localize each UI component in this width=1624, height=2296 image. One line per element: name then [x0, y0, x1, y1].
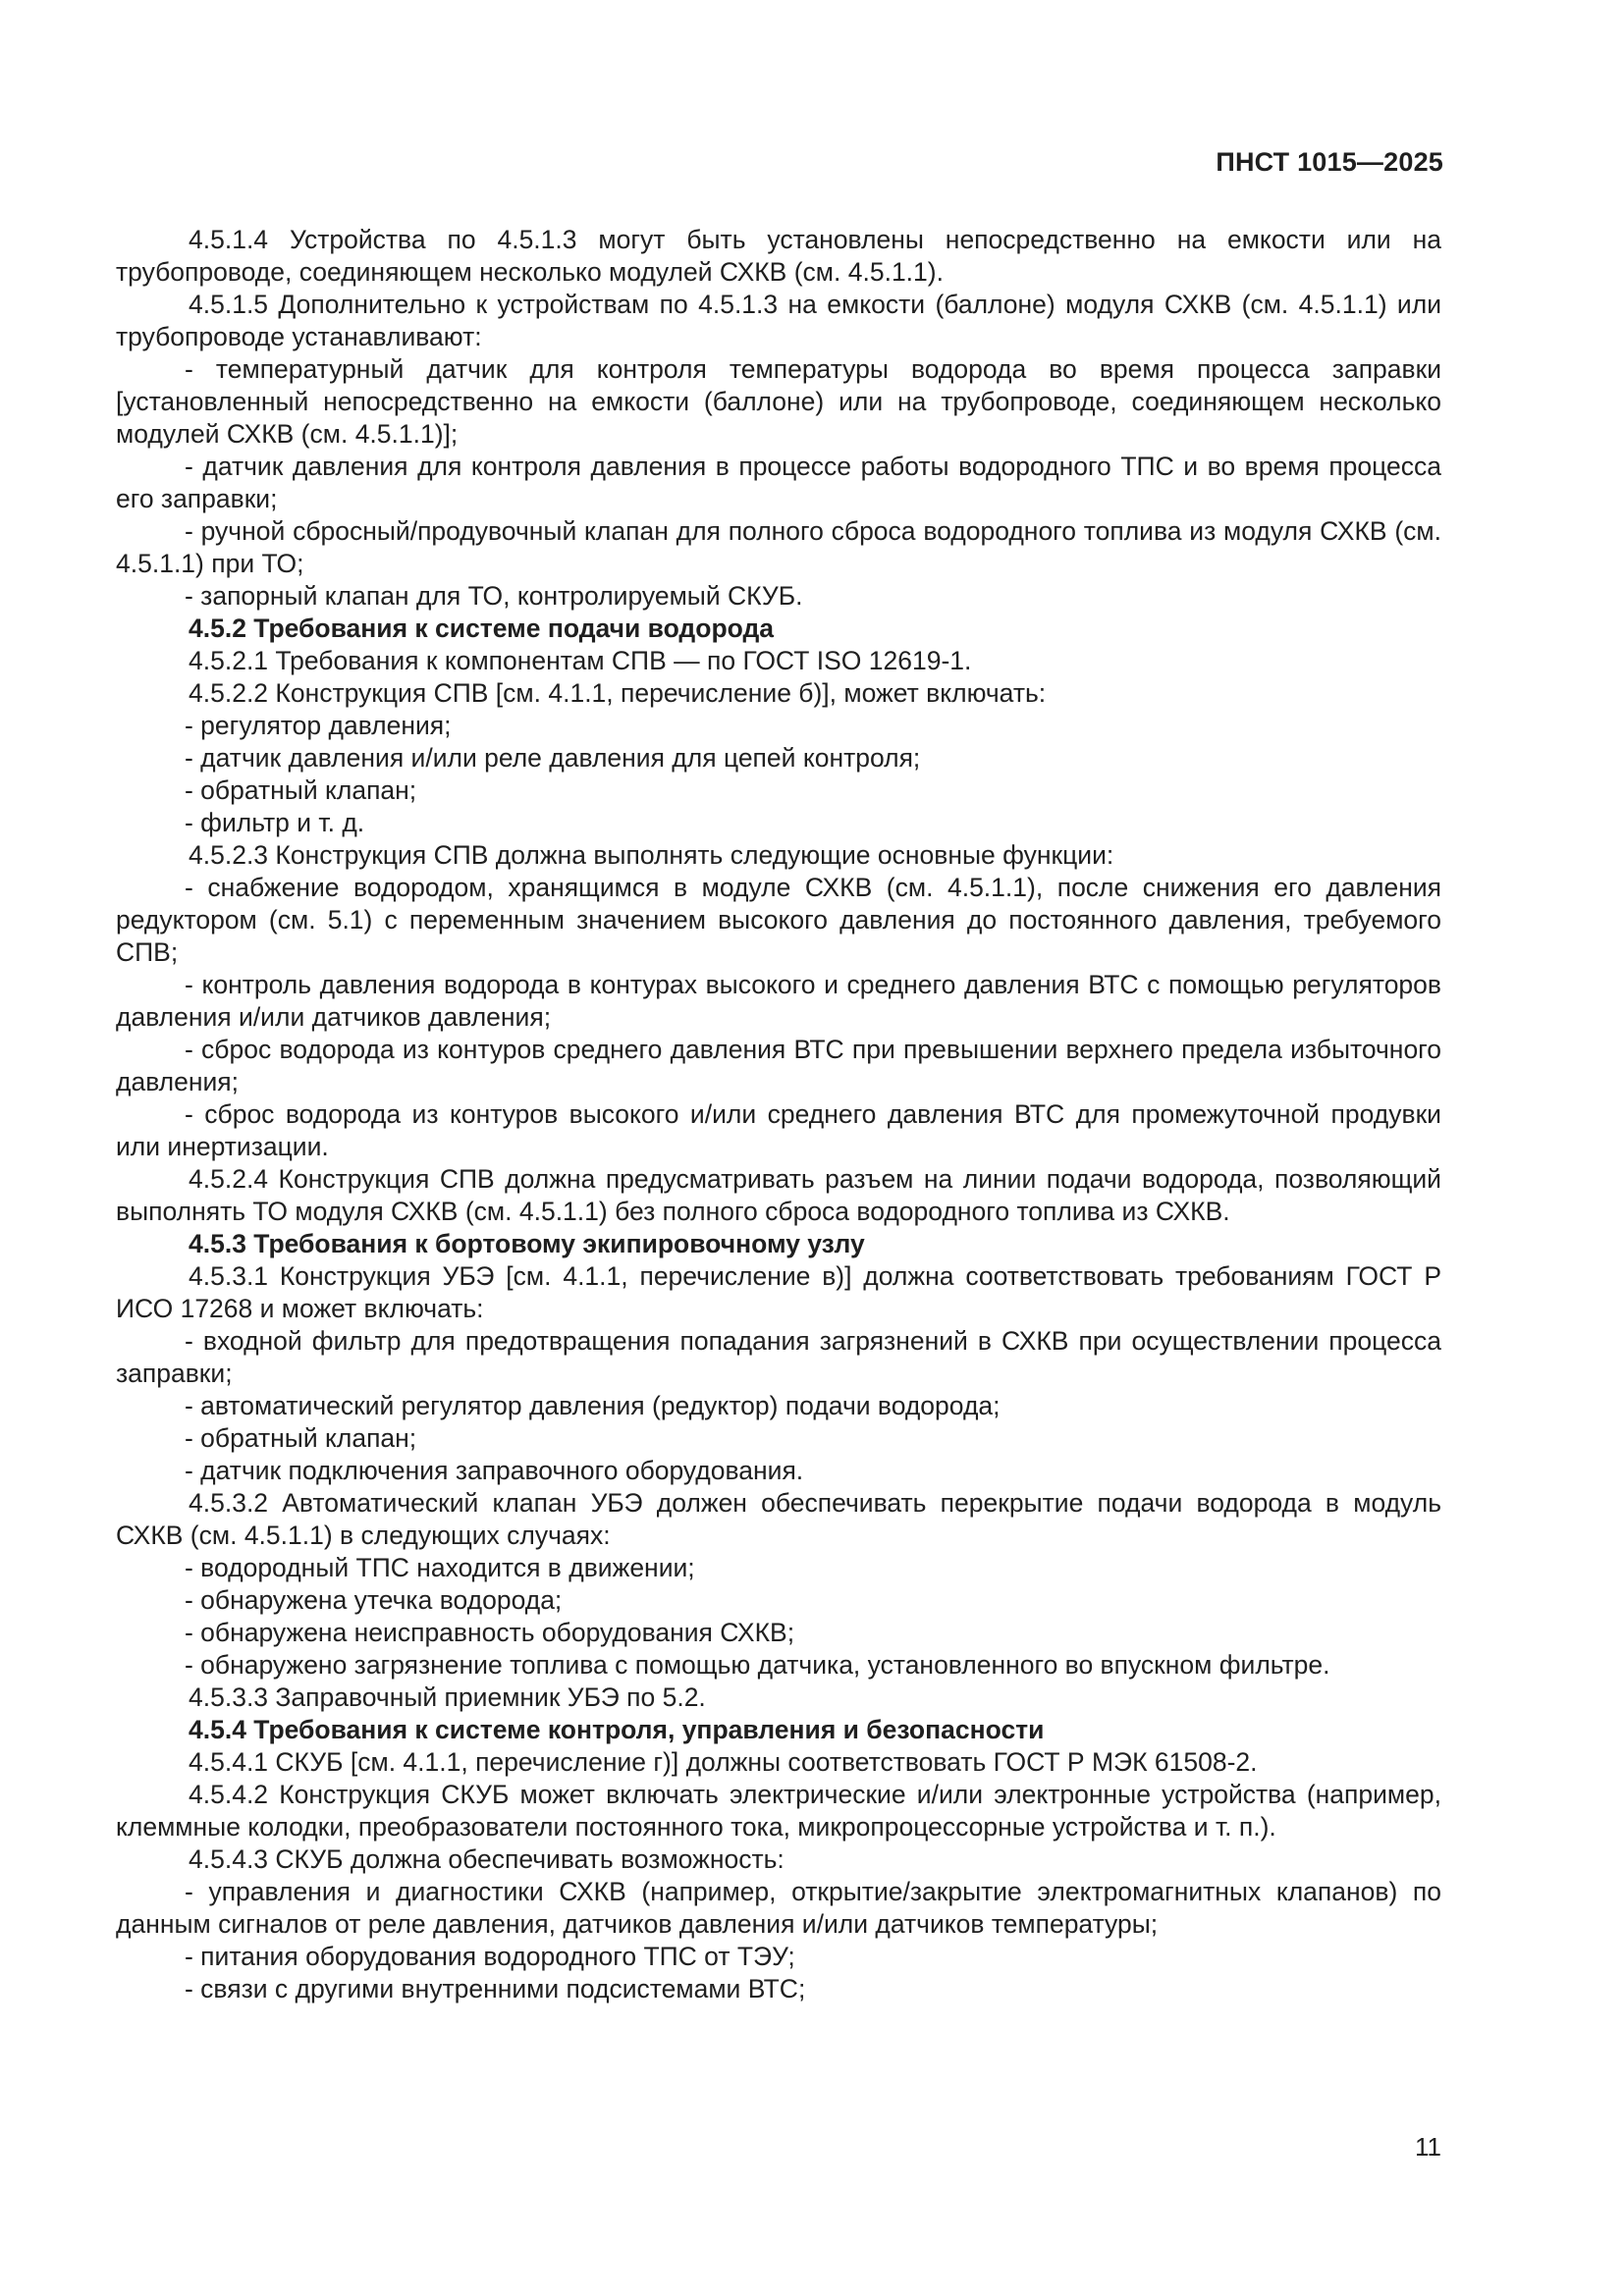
paragraph: 4.5.3.1 Конструкция УБЭ [см. 4.1.1, перечисление в)] должна соответствовать требованиям ГОСТ Р ИСО 17268 и может включать:	[116, 1261, 1441, 1323]
list-item: - фильтр и т. д.	[185, 808, 365, 837]
list-item: - датчик подключения заправочного оборудования.	[185, 1456, 804, 1485]
list-item: - ручной сбросный/продувочный клапан для полного сброса водородного топлива из модуля СХКВ (см. 4.5.1.1) при ТО;	[116, 516, 1441, 578]
paragraph: 4.5.4.1 СКУБ [см. 4.1.1, перечисление г)] должны соответствовать ГОСТ Р МЭК 61508-2.	[189, 1747, 1258, 1777]
list-item: - сброс водорода из контуров высокого и/или среднего давления ВТС для промежуточной продувки или инертизации.	[116, 1099, 1441, 1161]
document-header-id: ПНСТ 1015—2025	[1216, 147, 1443, 177]
list-item: - контроль давления водорода в контурах высокого и среднего давления ВТС с помощью регуляторов давления и/или датчиков давления;	[116, 970, 1441, 1032]
paragraph: 4.5.2.4 Конструкция СПВ должна предусматривать разъем на линии подачи водорода, позволяющий выполнять ТО модуля СХКВ (см. 4.5.1.1) без полного сброса водородного топлива из СХКВ.	[116, 1164, 1441, 1226]
paragraph: 4.5.2.3 Конструкция СПВ должна выполнять следующие основные функции:	[189, 840, 1114, 870]
document-body	[116, 224, 1441, 2005]
section-heading: 4.5.4 Требования к системе контроля, управления и безопасности	[189, 1715, 1045, 1744]
paragraph: 4.5.3.3 Заправочный приемник УБЭ по 5.2.	[189, 1682, 706, 1712]
list-item: - снабжение водородом, хранящимся в модуле СХКВ (см. 4.5.1.1), после снижения его давления редуктором (см. 5.1) с переменным значением высокого давления до постоянного давления, требуемого СПВ;	[116, 873, 1441, 967]
paragraph: 4.5.4.3 СКУБ должна обеспечивать возможность:	[189, 1844, 785, 1874]
paragraph: 4.5.3.2 Автоматический клапан УБЭ должен обеспечивать перекрытие подачи водорода в модуль СХКВ (см. 4.5.1.1) в следующих случаях:	[116, 1488, 1441, 1550]
paragraph: 4.5.4.2 Конструкция СКУБ может включать электрические и/или электронные устройства (например, клеммные колодки, преобразователи постоянного тока, микропроцессорные устройства и т. п.).	[116, 1780, 1441, 1842]
list-item: - водородный ТПС находится в движении;	[185, 1553, 695, 1582]
list-item: - обратный клапан;	[185, 1423, 417, 1453]
list-item: - запорный клапан для ТО, контролируемый СКУБ.	[185, 581, 803, 611]
list-item: - обнаружено загрязнение топлива с помощью датчика, установленного во впускном фильтре.	[185, 1650, 1330, 1680]
list-item: - входной фильтр для предотвращения попадания загрязнений в СХКВ при осуществлении процесса заправки;	[116, 1326, 1441, 1388]
list-item: - сброс водорода из контуров среднего давления ВТС при превышении верхнего предела избыточного давления;	[116, 1035, 1441, 1096]
paragraph: 4.5.1.5 Дополнительно к устройствам по 4.5.1.3 на емкости (баллоне) модуля СХКВ (см. 4.5.1.1) или трубопроводе устанавливают:	[116, 290, 1441, 351]
list-item: - обнаружена утечка водорода;	[185, 1585, 563, 1615]
list-item: - температурный датчик для контроля температуры водорода во время процесса заправки [установленный непосредственно на емкости (баллоне) или на трубопроводе, соединяющем несколько модулей СХКВ (см. 4.5.1.1)];	[116, 354, 1441, 449]
section-heading: 4.5.3 Требования к бортовому экипировочному узлу	[189, 1229, 865, 1258]
list-item: - обнаружена неисправность оборудования СХКВ;	[185, 1618, 795, 1647]
list-item: - датчик давления и/или реле давления для цепей контроля;	[185, 743, 921, 773]
paragraph: 4.5.1.4 Устройства по 4.5.1.3 могут быть установлены непосредственно на емкости или на трубопроводе, соединяющем несколько модулей СХКВ (см. 4.5.1.1).	[116, 225, 1441, 287]
paragraph: 4.5.2.2 Конструкция СПВ [см. 4.1.1, перечисление б)], может включать:	[189, 678, 1047, 708]
list-item: - автоматический регулятор давления (редуктор) подачи водорода;	[185, 1391, 1001, 1420]
list-item: - питания оборудования водородного ТПС от ТЭУ;	[185, 1942, 795, 1971]
page-number: 11	[1415, 2132, 1441, 2162]
list-item: - датчик давления для контроля давления в процессе работы водородного ТПС и во время процесса его заправки;	[116, 452, 1441, 513]
list-item: - обратный клапан;	[185, 775, 417, 805]
list-item: - связи с другими внутренними подсистемами ВТС;	[185, 1974, 806, 2003]
paragraph: 4.5.2.1 Требования к компонентам СПВ — по ГОСТ ISO 12619-1.	[189, 646, 972, 675]
list-item: - регулятор давления;	[185, 711, 452, 740]
list-item: - управления и диагностики СХКВ (например, открытие/закрытие электромагнитных клапанов) по данным сигналов от реле давления, датчиков давления и/или датчиков температуры;	[116, 1877, 1441, 1939]
section-heading: 4.5.2 Требования к системе подачи водорода	[189, 614, 775, 643]
